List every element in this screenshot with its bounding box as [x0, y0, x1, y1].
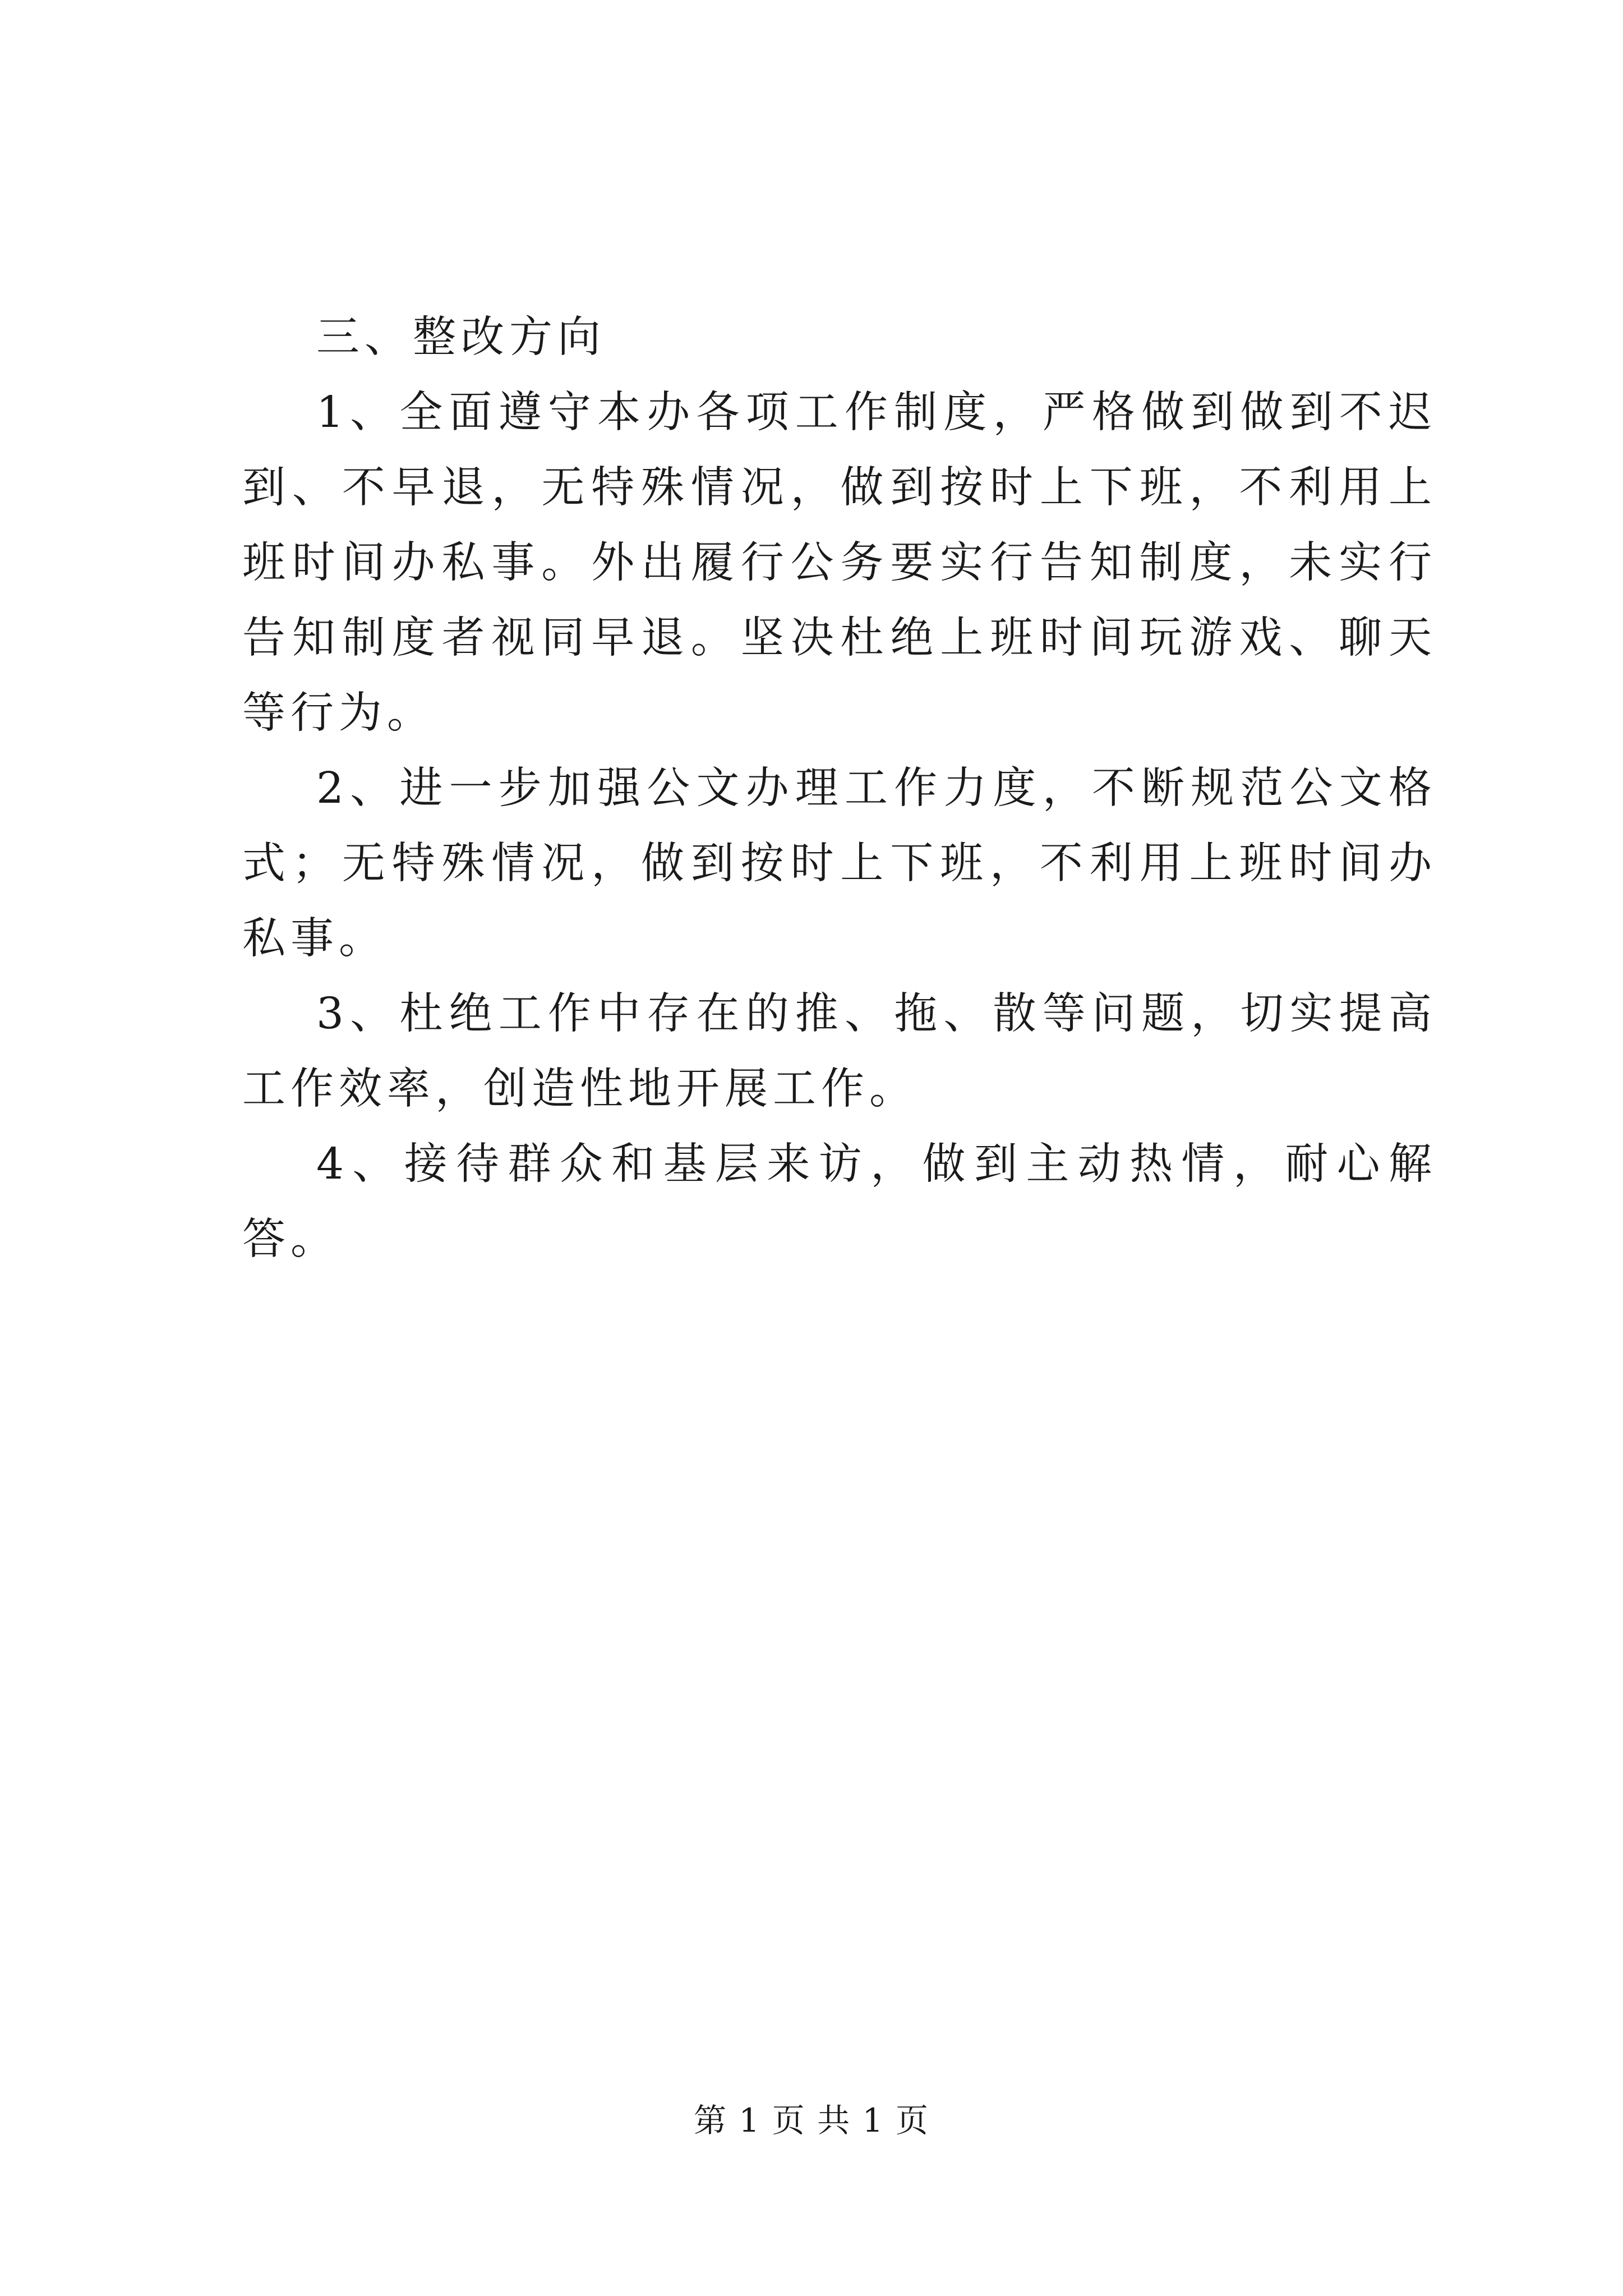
list-item-3: 3、杜绝工作中存在的推、拖、散等问题，切实提高工作效率，创造性地开展工作。 — [242, 989, 1437, 1114]
page-footer: 第 1 页 共 1 页 — [694, 2101, 929, 2139]
list-item-4: 4、接待群众和基层来访，做到主动热情，耐心解答。 — [242, 1139, 1437, 1264]
document-body — [242, 300, 1437, 1277]
list-item-1: 1、全面遵守本办各项工作制度，严格做到做到不迟到、不早退，无特殊情况，做到按时上下班，不利用上班时间办私事。外出履行公务要实行告知制度，未实行告知制度者视同早退。坚决杜绝上班时间玩游戏、聊天等行为。 — [242, 388, 1437, 738]
list-item-2: 2、进一步加强公文办理工作力度，不断规范公文格式；无特殊情况，做到按时上下班，不利用上班时间办私事。 — [242, 763, 1437, 964]
section-heading: 三、整改方向 — [316, 312, 606, 362]
